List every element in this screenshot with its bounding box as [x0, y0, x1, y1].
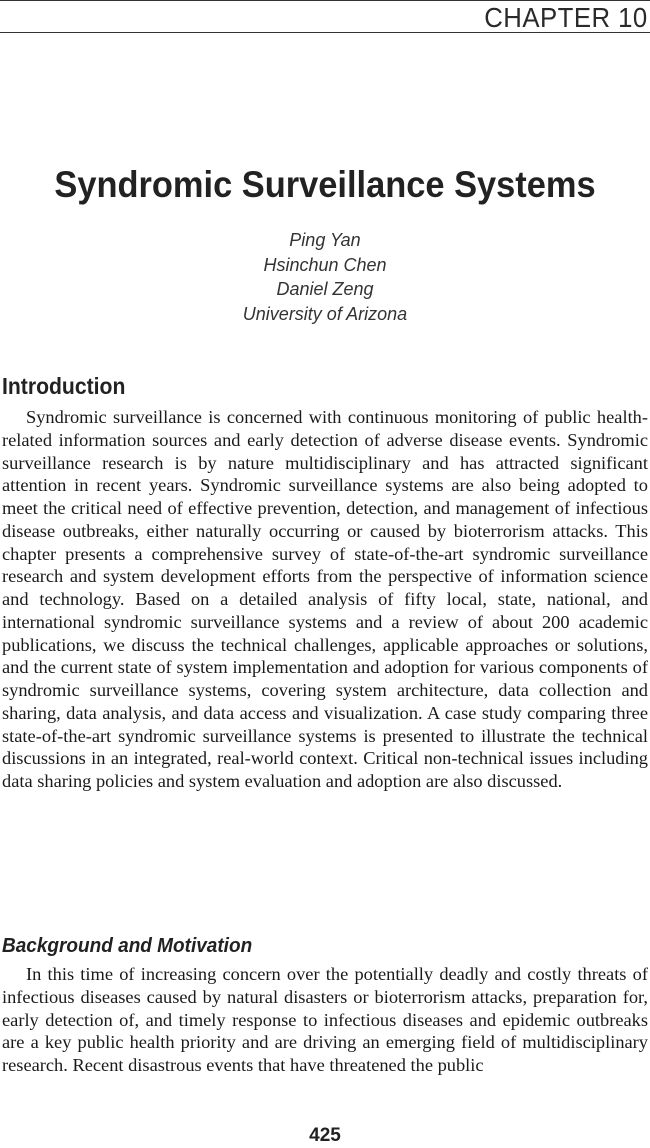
background-paragraph: In this time of increasing concern over the potentially deadly and costly threats of infectious diseases caused by natural disasters or bioterrorism attacks, preparation for, early detection of, and timely response to infectious diseases and epidemic outbreaks are a key public health priority and are driving an emerging field of multidisciplinary research. Recent disastrous events that have threatened the public: [2, 964, 648, 1075]
author-name: Ping Yan: [289, 230, 361, 250]
chapter-label: CHAPTER 10: [484, 2, 648, 33]
chapter-title: Syndromic Surveillance Systems: [54, 164, 596, 205]
author-name: Hsinchun Chen: [263, 254, 387, 275]
author-name: Daniel Zeng: [276, 279, 374, 299]
introduction-paragraph: Syndromic surveillance is concerned with continuous monitoring of public health-related information sources and early detection of adverse disease events. Syndromic surveillance research is by nature multidisciplinary and has attracted significant attention in recent years. Syndromic surveillance systems are also being adopted to meet the critical need of effective prevention, detection, and management of infectious disease outbreaks, either naturally occurring or caused by bioterrorism attacks. This chapter presents a comprehensive survey of state-of-the-art syndromic surveillance research and system development efforts from the perspective of information science and technology. Based on a detailed analysis of fifty local, state, national, and international syndromic surveillance systems and a review of about 200 academic publications, we discuss the technical challenges, applicable approaches or solutions, and the current state of system implementation and adoption for various components of syndromic surveillance systems, covering system architecture, data collection and sharing, data analysis, and data access and visualization. A case study comparing three state-of-the-art syndromic surveillance systems is presented to illustrate the technical discussions in an integrated, real-world context. Critical non-technical issues including data sharing policies and system evaluation and adoption are also discussed.: [2, 407, 648, 791]
author-affiliation: University of Arizona: [242, 303, 408, 324]
section-heading-background: Background and Motivation: [2, 935, 253, 957]
author-block: [0, 228, 650, 326]
chapter-header-bar: [0, 0, 650, 33]
section-heading-introduction: Introduction: [2, 373, 126, 399]
page-number: 425: [309, 1125, 341, 1146]
